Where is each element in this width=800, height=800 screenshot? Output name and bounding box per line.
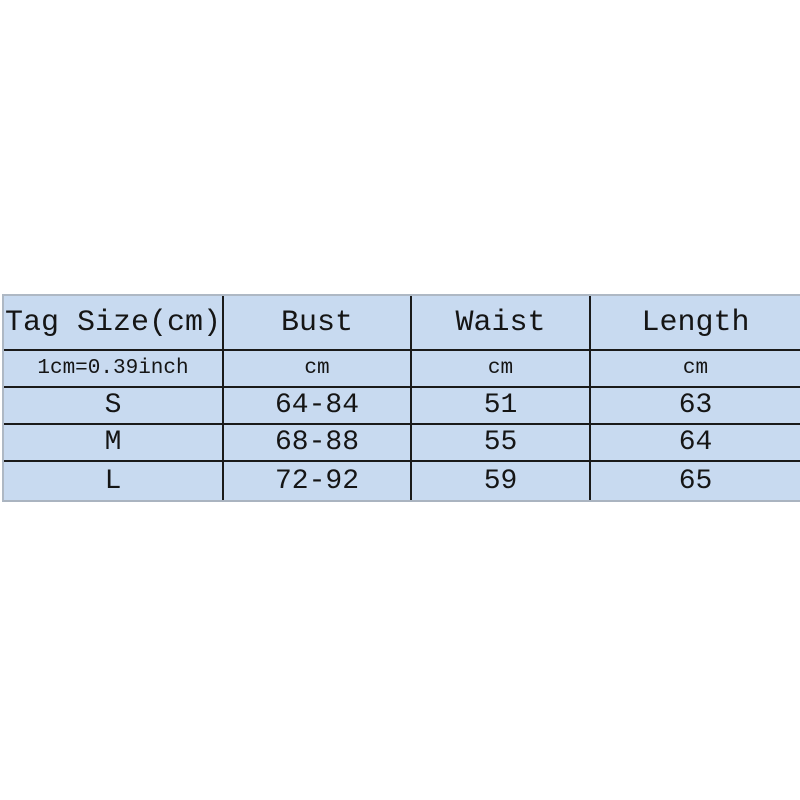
cell-bust-unit: cm <box>224 351 412 388</box>
header-cell-tag-size: Tag Size(cm) <box>4 296 224 351</box>
cell-size-l: L <box>4 462 224 500</box>
header-cell-bust: Bust <box>224 296 412 351</box>
cell-conversion-note: 1cm=0.39inch <box>4 351 224 388</box>
cell-m-length: 64 <box>591 425 800 462</box>
cell-m-bust: 68-88 <box>224 425 412 462</box>
cell-s-length: 63 <box>591 388 800 425</box>
cell-m-waist: 55 <box>412 425 591 462</box>
cell-l-bust: 72-92 <box>224 462 412 500</box>
header-cell-length: Length <box>591 296 800 351</box>
header-cell-waist: Waist <box>412 296 591 351</box>
cell-s-waist: 51 <box>412 388 591 425</box>
cell-waist-unit: cm <box>412 351 591 388</box>
cell-size-s: S <box>4 388 224 425</box>
cell-s-bust: 64-84 <box>224 388 412 425</box>
cell-length-unit: cm <box>591 351 800 388</box>
cell-size-m: M <box>4 425 224 462</box>
size-chart-table <box>2 294 800 502</box>
cell-l-length: 65 <box>678 465 713 497</box>
cell-l-waist: 59 <box>412 462 591 500</box>
